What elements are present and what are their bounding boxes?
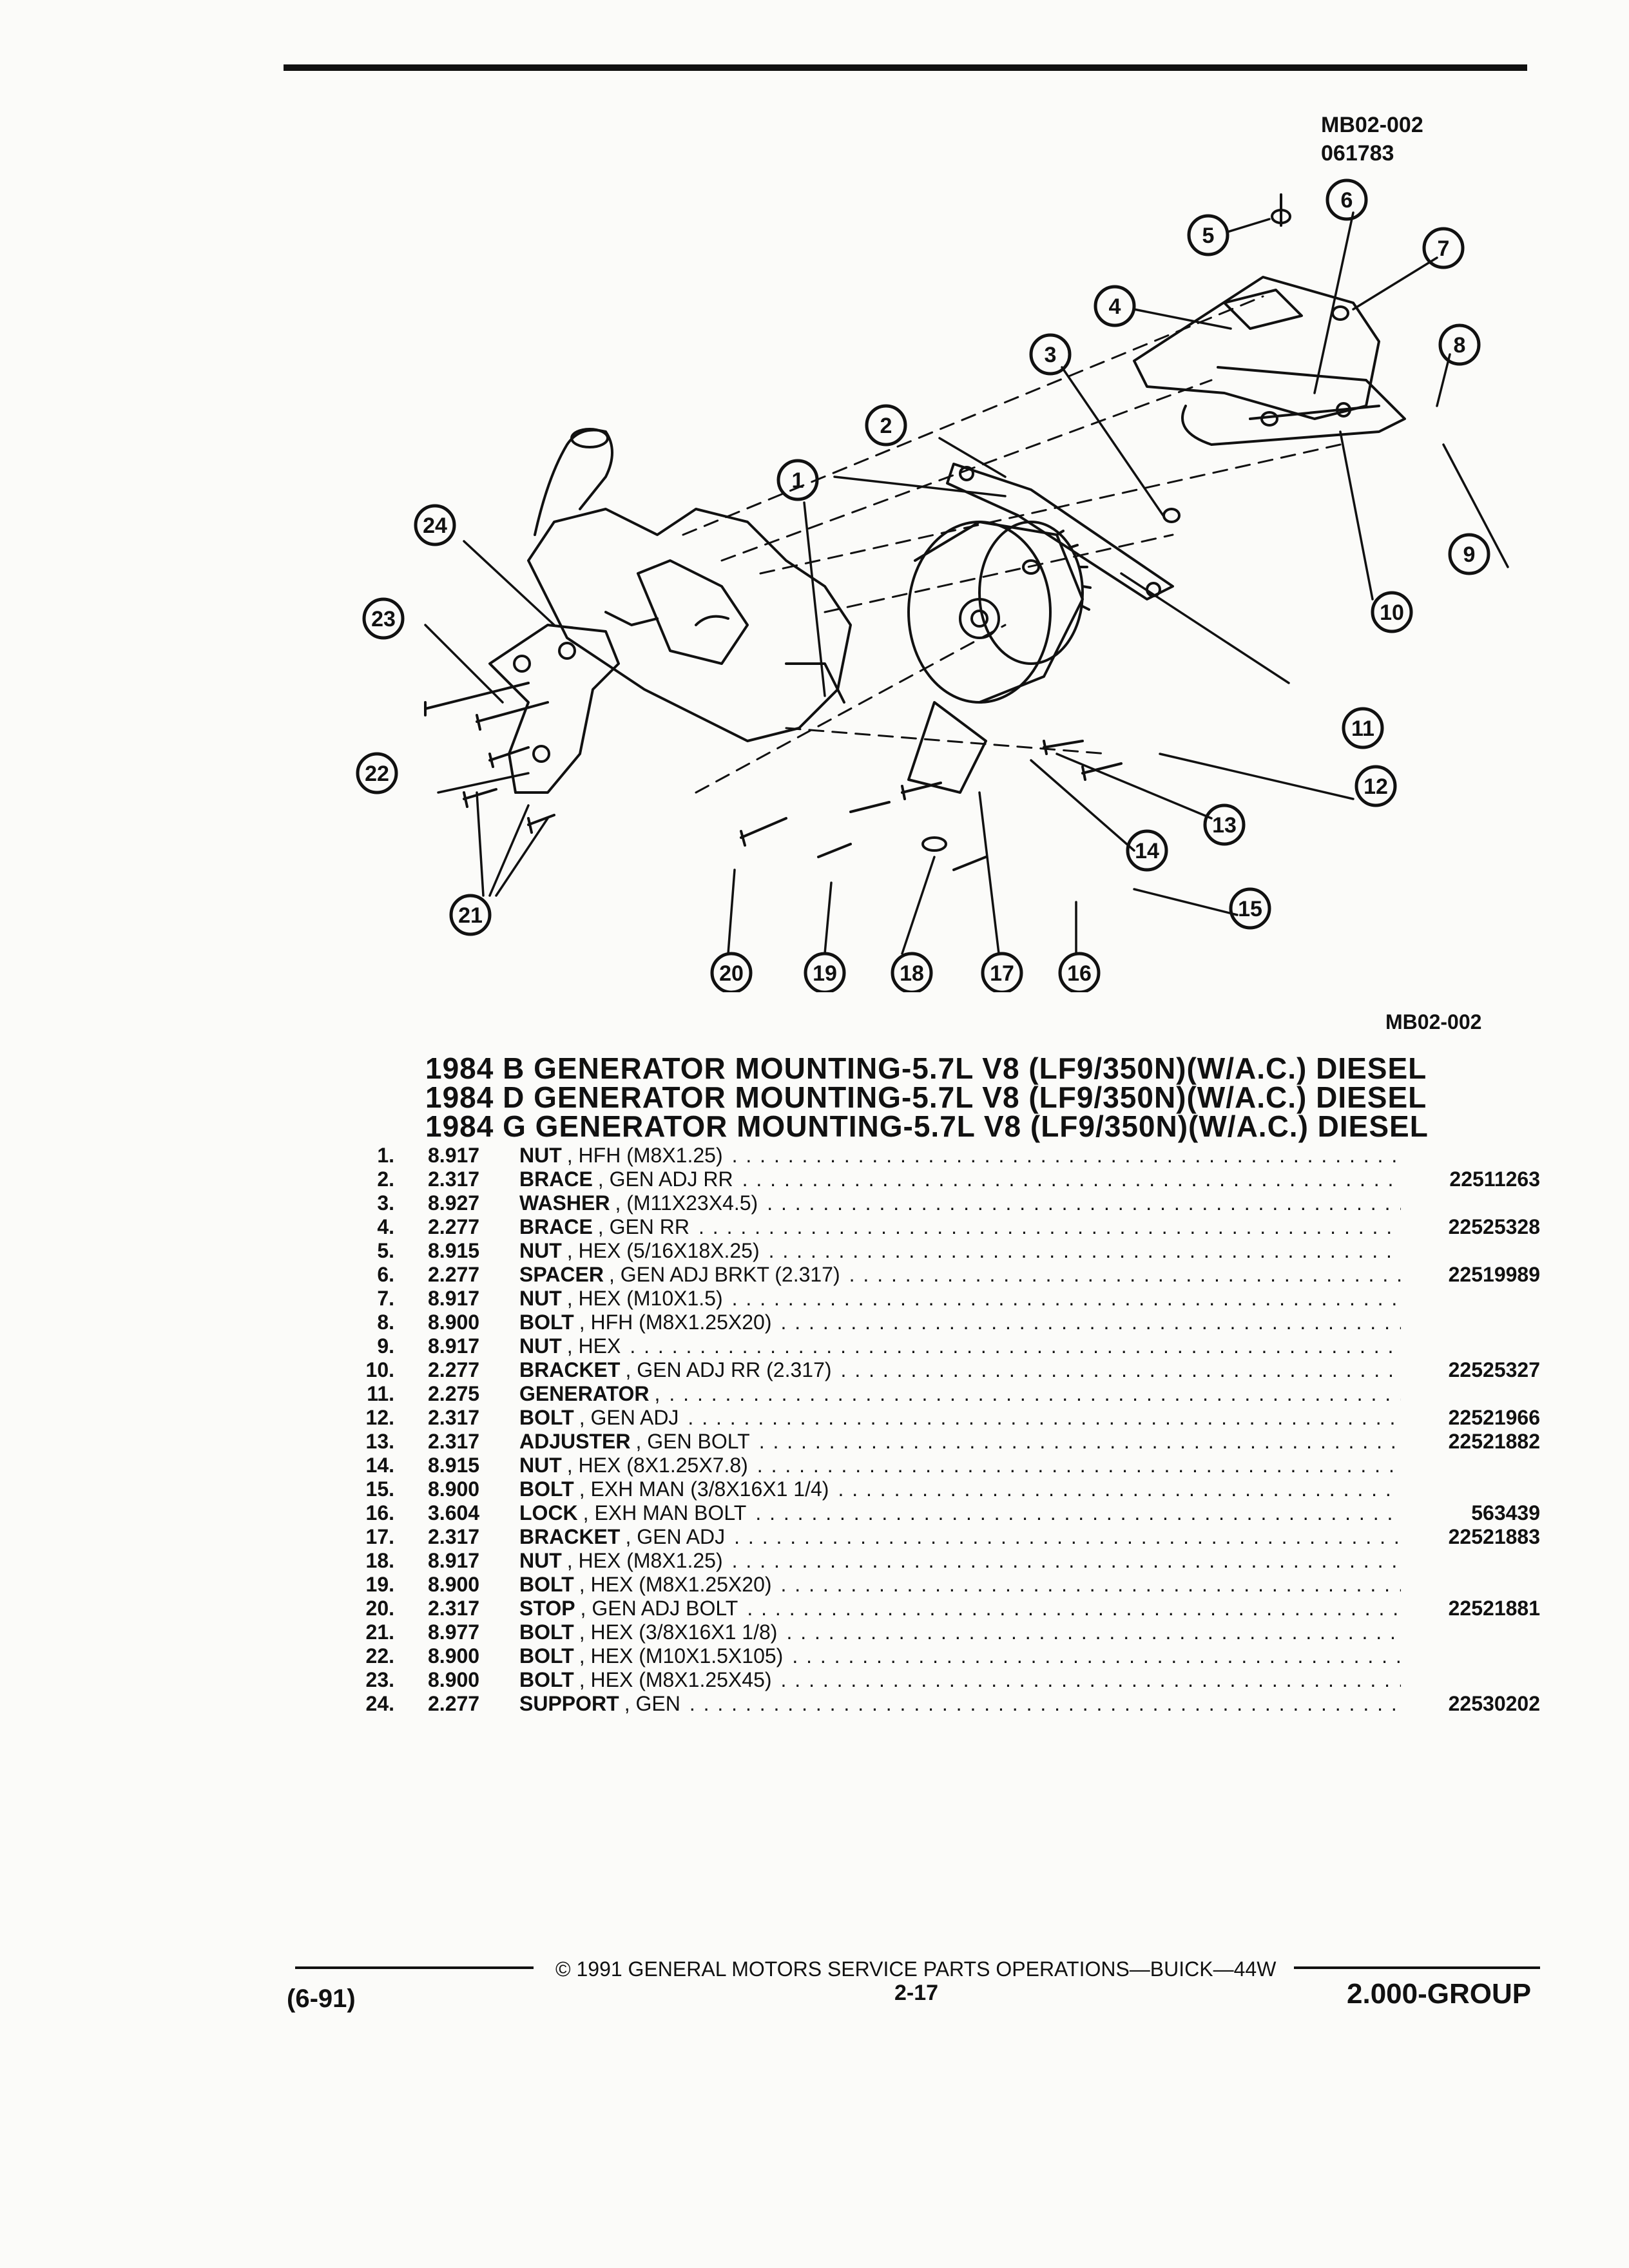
parts-row [335, 1144, 1540, 1168]
part-description: , GEN ADJ RR (2.317) [625, 1358, 832, 1381]
parts-row [335, 1168, 1540, 1191]
callout-13: 13 [1212, 813, 1237, 838]
part-index: 16. [365, 1501, 394, 1524]
part-number: 563439 [1471, 1501, 1540, 1524]
part-index: 23. [365, 1668, 394, 1691]
part-group-number: 2.277 [428, 1263, 480, 1286]
part-name: BOLT [519, 1668, 574, 1691]
braces-drawing [947, 277, 1405, 599]
footer-rule-right [1294, 1966, 1540, 1969]
part-description: , HEX (M10X1.5) [566, 1287, 723, 1310]
callout-23: 23 [371, 607, 396, 631]
callout-24: 24 [423, 514, 447, 538]
part-group-number: 3.604 [428, 1501, 480, 1524]
group-label: 2.000-GROUP [1347, 1978, 1532, 2010]
dot-leader [732, 1144, 1401, 1168]
page-number: 2-17 [894, 1981, 939, 2005]
part-index: 17. [365, 1525, 394, 1548]
dot-leader [767, 1191, 1401, 1215]
part-number: 22530202 [1448, 1692, 1540, 1715]
part-description: , (M11X23X4.5) [615, 1191, 758, 1215]
part-index: 18. [365, 1549, 394, 1572]
parts-row [335, 1263, 1540, 1287]
dot-leader [841, 1358, 1401, 1382]
part-index: 15. [365, 1477, 394, 1501]
callout-19: 19 [813, 961, 837, 986]
part-name: BRACKET [519, 1525, 621, 1548]
figure-id: MB02-002 [1321, 113, 1423, 137]
parts-row [335, 1620, 1540, 1644]
title-d: 1984 D GENERATOR MOUNTING-5.7L V8 (LF9/350N)(W/A.C.) DIESEL [425, 1081, 1427, 1114]
callout-15: 15 [1238, 897, 1262, 921]
parts-row [335, 1501, 1540, 1525]
part-index: 3. [377, 1191, 394, 1215]
parts-row [335, 1311, 1540, 1334]
part-number: 22511263 [1449, 1168, 1540, 1191]
part-number: 22521883 [1448, 1525, 1540, 1548]
dot-leader [781, 1668, 1401, 1692]
part-description: , GEN ADJ BOLT [580, 1597, 738, 1620]
parts-row [335, 1573, 1540, 1597]
dot-leader [838, 1477, 1401, 1501]
dot-leader [669, 1382, 1401, 1406]
part-group-number: 8.915 [428, 1454, 480, 1477]
callout-8: 8 [1453, 333, 1466, 358]
part-group-number: 8.900 [428, 1668, 480, 1691]
part-number: 22525327 [1448, 1358, 1540, 1381]
generator-drawing [909, 522, 1090, 702]
part-name: SPACER [519, 1263, 604, 1286]
part-name: NUT [519, 1144, 562, 1167]
part-group-number: 8.900 [428, 1573, 480, 1596]
dot-leader [780, 1311, 1401, 1334]
dot-leader [755, 1501, 1401, 1525]
dot-leader [732, 1549, 1401, 1573]
dot-leader [757, 1454, 1401, 1477]
footer-copyright: © 1991 GENERAL MOTORS SERVICE PARTS OPERATIONS—BUICK—44W [555, 1957, 1277, 1981]
part-group-number: 8.917 [428, 1287, 480, 1310]
section-titles [425, 1054, 1429, 1141]
callout-20: 20 [719, 961, 744, 986]
part-index: 2. [377, 1168, 394, 1191]
callout-2: 2 [880, 414, 892, 438]
callout-circles [358, 180, 1489, 992]
revision-date: (6-91) [287, 1984, 356, 2013]
part-name: NUT [519, 1454, 562, 1477]
part-name: BRACE [519, 1168, 593, 1191]
parts-row [335, 1668, 1540, 1692]
dot-leader [759, 1430, 1401, 1454]
part-index: 9. [377, 1334, 394, 1358]
parts-list [335, 1144, 1540, 1716]
part-name: LOCK [519, 1501, 578, 1524]
part-group-number: 8.927 [428, 1191, 480, 1215]
part-number: 22521881 [1448, 1597, 1540, 1620]
figure-id-bottom: MB02-002 [1385, 1010, 1482, 1033]
dot-leader [732, 1287, 1401, 1311]
part-name: BOLT [519, 1311, 574, 1334]
parts-row [335, 1692, 1540, 1716]
part-name: SUPPORT [519, 1692, 619, 1715]
part-name: NUT [519, 1549, 562, 1572]
callout-5: 5 [1202, 224, 1215, 248]
figure-id-header [1321, 111, 1423, 168]
part-name: WASHER [519, 1191, 610, 1215]
part-index: 22. [365, 1644, 394, 1667]
callout-numbers [365, 188, 1475, 986]
parts-row [335, 1525, 1540, 1549]
part-description: , [654, 1382, 660, 1405]
part-index: 8. [377, 1311, 394, 1334]
callout-12: 12 [1364, 774, 1388, 799]
parts-row [335, 1358, 1540, 1382]
part-index: 5. [377, 1239, 394, 1262]
part-description: , GEN ADJ [579, 1406, 679, 1429]
leader-lines [425, 213, 1508, 954]
part-description: , GEN ADJ BRKT (2.317) [608, 1263, 840, 1286]
part-index: 11. [367, 1382, 394, 1405]
part-group-number: 2.317 [428, 1597, 480, 1620]
parts-row [335, 1430, 1540, 1454]
part-name: BOLT [519, 1477, 574, 1501]
part-description: , GEN ADJ RR [597, 1168, 733, 1191]
parts-row [335, 1477, 1540, 1501]
part-name: NUT [519, 1287, 562, 1310]
part-index: 13. [365, 1430, 394, 1453]
part-group-number: 2.317 [428, 1525, 480, 1548]
dot-leader [742, 1168, 1401, 1191]
part-index: 4. [377, 1215, 394, 1238]
part-group-number: 8.917 [428, 1334, 480, 1358]
dot-leader [747, 1597, 1401, 1620]
callout-18: 18 [900, 961, 924, 986]
part-description: , HEX [566, 1334, 621, 1358]
part-name: BOLT [519, 1573, 574, 1596]
dot-leader [688, 1406, 1401, 1430]
part-index: 6. [377, 1263, 394, 1286]
part-description: , HEX (M8X1.25X45) [579, 1668, 772, 1691]
part-description: , HFH (M8X1.25) [566, 1144, 723, 1167]
part-index: 24. [365, 1692, 394, 1715]
part-name: NUT [519, 1239, 562, 1262]
part-group-number: 2.317 [428, 1430, 480, 1453]
parts-row [335, 1287, 1540, 1311]
part-name: NUT [519, 1334, 562, 1358]
part-name: BOLT [519, 1620, 574, 1644]
callout-11: 11 [1351, 716, 1374, 741]
parts-row [335, 1239, 1540, 1263]
callout-9: 9 [1463, 543, 1476, 567]
parts-row [335, 1597, 1540, 1620]
dot-leader [792, 1644, 1401, 1668]
part-index: 21. [365, 1620, 394, 1644]
title-g: 1984 G GENERATOR MOUNTING-5.7L V8 (LF9/350N)(W/A.C.) DIESEL [425, 1110, 1429, 1143]
callout-17: 17 [990, 961, 1014, 986]
parts-row [335, 1215, 1540, 1239]
part-name: BOLT [519, 1644, 574, 1667]
part-description: , GEN ADJ [625, 1525, 726, 1548]
alignment-lines [683, 296, 1340, 793]
dot-leader [689, 1692, 1401, 1716]
part-group-number: 2.275 [428, 1382, 480, 1405]
part-name: BRACKET [519, 1358, 621, 1381]
part-group-number: 8.900 [428, 1311, 480, 1334]
callout-22: 22 [365, 762, 389, 786]
part-description: , HFH (M8X1.25X20) [579, 1311, 772, 1334]
footer-rule-left [295, 1966, 534, 1969]
part-index: 12. [365, 1406, 394, 1429]
dot-leader [769, 1239, 1401, 1263]
parts-row [335, 1549, 1540, 1573]
part-number: 22521966 [1448, 1406, 1540, 1429]
callout-7: 7 [1437, 236, 1450, 261]
parts-row [335, 1191, 1540, 1215]
part-description: , HEX (8X1.25X7.8) [566, 1454, 748, 1477]
callout-14: 14 [1135, 839, 1159, 863]
part-index: 10. [365, 1358, 394, 1381]
dot-leader [781, 1573, 1401, 1597]
part-group-number: 2.317 [428, 1406, 480, 1429]
figure-date-code: 061783 [1321, 141, 1394, 166]
part-number: 22519989 [1448, 1263, 1540, 1286]
part-description: , HEX (M8X1.25X20) [579, 1573, 772, 1596]
parts-row [335, 1334, 1540, 1358]
part-name: GENERATOR [519, 1382, 650, 1405]
support-bracket-drawing [490, 625, 619, 793]
part-description: , HEX (M10X1.5X105) [579, 1644, 784, 1667]
part-group-number: 8.917 [428, 1144, 480, 1167]
part-group-number: 8.900 [428, 1644, 480, 1667]
part-group-number: 8.917 [428, 1549, 480, 1572]
part-name: BOLT [519, 1406, 574, 1429]
part-description: , GEN [624, 1692, 680, 1715]
callout-16: 16 [1067, 961, 1092, 986]
dot-leader [734, 1525, 1401, 1549]
part-description: , GEN RR [597, 1215, 690, 1238]
part-number: 22525328 [1448, 1215, 1540, 1238]
callout-3: 3 [1044, 343, 1057, 367]
part-group-number: 8.900 [428, 1477, 480, 1501]
dot-leader [786, 1620, 1401, 1644]
dot-leader [699, 1215, 1401, 1239]
part-group-number: 8.915 [428, 1239, 480, 1262]
part-description: , EXH MAN BOLT [583, 1501, 747, 1524]
callout-10: 10 [1380, 601, 1404, 625]
part-index: 19. [365, 1573, 394, 1596]
callout-1: 1 [791, 468, 804, 493]
part-group-number: 2.277 [428, 1215, 480, 1238]
part-index: 1. [377, 1144, 394, 1167]
parts-row [335, 1382, 1540, 1406]
top-rule [284, 64, 1527, 71]
exploded-diagram [335, 174, 1527, 992]
part-index: 20. [365, 1597, 394, 1620]
part-name: ADJUSTER [519, 1430, 631, 1453]
part-name: BRACE [519, 1215, 593, 1238]
part-group-number: 2.277 [428, 1358, 480, 1381]
part-index: 7. [377, 1287, 394, 1310]
part-name: STOP [519, 1597, 575, 1620]
callout-4: 4 [1108, 294, 1121, 319]
dot-leader [630, 1334, 1401, 1358]
part-index: 14. [365, 1454, 394, 1477]
dot-leader [849, 1263, 1401, 1287]
parts-row [335, 1644, 1540, 1668]
part-description: , HEX (3/8X16X1 1/8) [579, 1620, 778, 1644]
callout-6: 6 [1340, 188, 1353, 213]
part-number: 22521882 [1448, 1430, 1540, 1453]
part-group-number: 8.977 [428, 1620, 480, 1644]
part-group-number: 2.277 [428, 1692, 480, 1715]
part-description: , EXH MAN (3/8X16X1 1/4) [579, 1477, 829, 1501]
title-b: 1984 B GENERATOR MOUNTING-5.7L V8 (LF9/350N)(W/A.C.) DIESEL [425, 1052, 1427, 1085]
parts-row [335, 1454, 1540, 1477]
callout-21: 21 [458, 903, 483, 928]
part-description: , HEX (5/16X18X.25) [566, 1239, 760, 1262]
parts-row [335, 1406, 1540, 1430]
part-group-number: 2.317 [428, 1168, 480, 1191]
part-description: , GEN BOLT [635, 1430, 750, 1453]
part-description: , HEX (M8X1.25) [566, 1549, 723, 1572]
